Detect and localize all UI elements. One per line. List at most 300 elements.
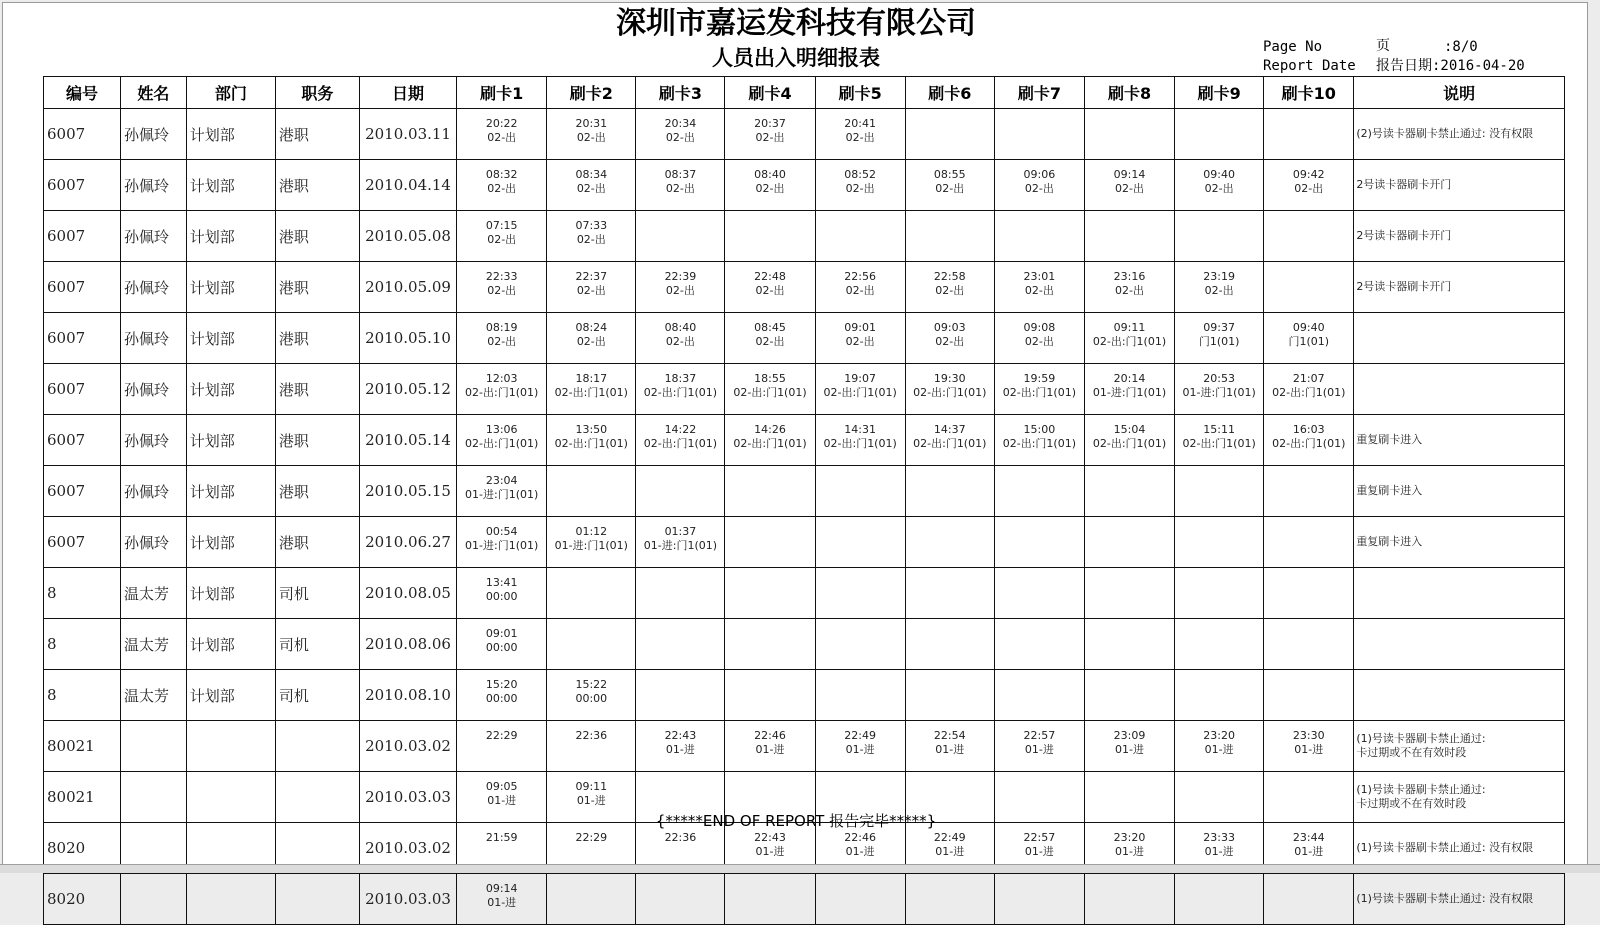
cell-swipe-8: [1084, 874, 1174, 925]
swipe-time: 12:03: [485, 372, 518, 385]
swipe-direction: 01-进: [755, 845, 785, 858]
swipe-time: 09:40: [1292, 321, 1325, 334]
swipe-time: 22:29: [575, 831, 608, 844]
swipe-direction: 02-出: [1294, 182, 1324, 195]
cell-title: 港职: [275, 160, 359, 211]
cell-dept: 计划部: [186, 619, 275, 670]
cell-swipe-7: [994, 109, 1084, 160]
cell-name: 孙佩玲: [120, 517, 186, 568]
page-no-label: Page No: [1263, 39, 1323, 55]
cell-name: 孙佩玲: [120, 415, 186, 466]
swipe-time: 21:07: [1292, 372, 1325, 385]
swipe-time: 21:59: [485, 831, 518, 844]
swipe-time: 22:46: [844, 831, 876, 844]
cell-swipe-5: [815, 364, 905, 415]
swipe-direction: 02-出: [845, 284, 875, 297]
table-body: [44, 109, 1565, 925]
swipe-direction: 02-出:门1(01): [1092, 437, 1167, 450]
report-page: [2, 2, 1588, 909]
swipe-direction: 02-出: [487, 233, 517, 246]
cell-note: [1354, 619, 1565, 670]
cell-note: [1354, 313, 1565, 364]
cell-swipe-7: [994, 466, 1084, 517]
swipe-time: 07:15: [485, 219, 518, 232]
cell-swipe-3: [636, 619, 725, 670]
swipe-direction: 02-出:门1(01): [733, 437, 807, 450]
swipe-time: 20:34: [664, 117, 697, 130]
cell-dept: 计划部: [186, 109, 275, 160]
swipe-time: 19:30: [933, 372, 966, 385]
cell-swipe-8: [1084, 364, 1174, 415]
swipe-direction: 02-出: [755, 335, 785, 348]
end-of-report: {*****END OF REPORT 报告完毕*****}: [655, 812, 937, 830]
swipe-direction: 02-出:门1(01): [913, 386, 987, 399]
cell-date: 2010.03.02: [359, 823, 456, 874]
cell-swipe-1: [457, 313, 547, 364]
cell-swipe-3: [636, 364, 725, 415]
swipe-direction: 01-进:门1(01): [465, 539, 539, 552]
cell-date: 2010.03.02: [359, 721, 456, 772]
swipe-direction: [457, 845, 546, 859]
swipe-time: 20:41: [844, 117, 876, 130]
cell-swipe-3: [636, 466, 725, 517]
note-line: 2号读卡器刷卡开门: [1356, 178, 1452, 191]
cell-swipe-1: [457, 568, 547, 619]
column-header: 刷卡1: [457, 77, 547, 109]
cell-swipe-6: [905, 721, 994, 772]
column-header: 职务: [275, 77, 359, 109]
cell-swipe-4: [725, 568, 815, 619]
cell-swipe-9: [1175, 364, 1264, 415]
cell-swipe-1: [457, 364, 547, 415]
cell-id: 6007: [44, 211, 121, 262]
swipe-direction: 02-出:门1(01): [465, 386, 539, 399]
cell-swipe-8: [1084, 160, 1174, 211]
cell-swipe-2: [547, 517, 636, 568]
swipe-time: 13:41: [485, 576, 518, 589]
cell-dept: 计划部: [186, 670, 275, 721]
header-row: [44, 77, 1565, 109]
swipe-time: 20:53: [1203, 372, 1235, 385]
swipe-time: 13:06: [485, 423, 518, 436]
cell-swipe-2: [547, 109, 636, 160]
swipe-direction: 02-出: [1204, 284, 1234, 297]
cell-swipe-1: [457, 874, 547, 925]
swipe-direction: 02-出:门1(01): [1002, 437, 1077, 450]
cell-dept: 计划部: [186, 313, 275, 364]
swipe-time: 23:04: [485, 474, 518, 487]
cell-swipe-9: [1175, 619, 1264, 670]
swipe-direction: 01-进:门1(01): [1092, 386, 1167, 399]
table-row: [44, 109, 1565, 160]
swipe-direction: 02-出: [935, 284, 965, 297]
swipe-time: 14:37: [933, 423, 966, 436]
cell-swipe-3: [636, 568, 725, 619]
cell-swipe-7: [994, 670, 1084, 721]
note-line: 2号读卡器刷卡开门: [1356, 229, 1452, 242]
cell-swipe-1: [457, 109, 547, 160]
cell-title: 港职: [275, 415, 359, 466]
cell-swipe-9: [1175, 517, 1264, 568]
cell-note: [1354, 109, 1565, 160]
column-header: 说明: [1354, 77, 1565, 109]
swipe-direction: 02-出: [665, 131, 695, 144]
swipe-direction: 01-进: [1115, 845, 1144, 858]
cell-swipe-3: [636, 109, 725, 160]
cell-swipe-10: [1264, 109, 1354, 160]
cell-date: 2010.08.06: [359, 619, 456, 670]
cell-swipe-5: [815, 211, 905, 262]
cell-swipe-1: [457, 415, 547, 466]
cell-swipe-5: [815, 262, 905, 313]
swipe-direction: 02-出:门1(01): [554, 386, 628, 399]
cell-swipe-3: [636, 160, 725, 211]
note-line: 重复刷卡进入: [1356, 535, 1423, 548]
cell-date: 2010.05.09: [359, 262, 456, 313]
cell-name: 温太芳: [120, 670, 186, 721]
swipe-direction: 01-进: [845, 845, 875, 858]
cell-swipe-5: [815, 568, 905, 619]
cell-swipe-7: [994, 415, 1084, 466]
swipe-time: 09:37: [1203, 321, 1235, 334]
swipe-direction: 02-出: [576, 335, 606, 348]
cell-title: [275, 721, 359, 772]
cell-swipe-2: [547, 466, 636, 517]
cell-swipe-10: [1264, 670, 1354, 721]
swipe-time: 01:12: [575, 525, 608, 538]
cell-name: 孙佩玲: [120, 160, 186, 211]
swipe-time: 09:05: [485, 780, 518, 793]
cell-swipe-10: [1264, 721, 1354, 772]
column-header: 刷卡7: [994, 77, 1084, 109]
swipe-direction: 02-出:门1(01): [643, 386, 718, 399]
swipe-time: 20:37: [754, 117, 786, 130]
cell-date: 2010.05.12: [359, 364, 456, 415]
swipe-time: 22:43: [664, 729, 697, 742]
cell-swipe-3: [636, 874, 725, 925]
swipe-direction: 02-出: [576, 233, 606, 246]
cell-swipe-9: [1175, 568, 1264, 619]
report-title: 人员出入明细报表: [712, 46, 880, 70]
swipe-time: 22:33: [485, 270, 518, 283]
cell-swipe-1: [457, 466, 547, 517]
cell-swipe-1: [457, 670, 547, 721]
note-line: (1)号读卡器刷卡禁止通过:: [1356, 783, 1486, 796]
swipe-direction: 01-进: [1024, 743, 1054, 756]
cell-swipe-8: [1084, 721, 1174, 772]
cell-swipe-7: [994, 364, 1084, 415]
note-line: 卡过期或不在有效时段: [1356, 797, 1467, 810]
cell-swipe-9: [1175, 721, 1264, 772]
cell-dept: [186, 721, 275, 772]
cell-id: 6007: [44, 109, 121, 160]
swipe-time: 22:39: [664, 270, 697, 283]
cell-name: 孙佩玲: [120, 262, 186, 313]
table-header: [44, 77, 1565, 109]
table-row: [44, 262, 1565, 313]
swipe-direction: 01-进:门1(01): [643, 539, 718, 552]
cell-swipe-6: [905, 568, 994, 619]
table-row: [44, 619, 1565, 670]
swipe-direction: 01-进: [665, 743, 695, 756]
cell-dept: 计划部: [186, 415, 275, 466]
cell-swipe-2: [547, 313, 636, 364]
cell-dept: 计划部: [186, 364, 275, 415]
swipe-time: 18:55: [754, 372, 786, 385]
cell-swipe-8: [1084, 619, 1174, 670]
swipe-direction: 02-出:门1(01): [1182, 437, 1256, 450]
report-date-value: 报告日期:2016-04-20: [1376, 58, 1525, 74]
cell-swipe-8: [1084, 517, 1174, 568]
cell-swipe-5: [815, 670, 905, 721]
cell-swipe-2: [547, 160, 636, 211]
swipe-time: 19:59: [1023, 372, 1056, 385]
cell-swipe-5: [815, 619, 905, 670]
cell-swipe-4: [725, 721, 815, 772]
swipe-direction: 01-进: [935, 845, 965, 858]
swipe-time: 18:17: [575, 372, 608, 385]
cell-swipe-4: [725, 160, 815, 211]
cell-dept: 计划部: [186, 211, 275, 262]
cell-swipe-2: [547, 262, 636, 313]
cell-swipe-8: [1084, 262, 1174, 313]
swipe-direction: 01-进: [576, 794, 606, 807]
cell-swipe-6: [905, 517, 994, 568]
cell-note: [1354, 262, 1565, 313]
cell-note: [1354, 364, 1565, 415]
cell-note: [1354, 517, 1565, 568]
swipe-time: 08:32: [485, 168, 518, 181]
cell-swipe-1: [457, 262, 547, 313]
swipe-time: 09:06: [1023, 168, 1056, 181]
cell-swipe-8: [1084, 670, 1174, 721]
cell-swipe-8: [1084, 568, 1174, 619]
swipe-time: 23:16: [1113, 270, 1146, 283]
cell-swipe-5: [815, 313, 905, 364]
swipe-time: 14:22: [664, 423, 697, 436]
swipe-time: 08:34: [575, 168, 608, 181]
cell-swipe-7: [994, 211, 1084, 262]
swipe-time: 23:09: [1113, 729, 1146, 742]
column-header: 刷卡4: [725, 77, 815, 109]
cell-swipe-7: [994, 262, 1084, 313]
cell-swipe-1: [457, 160, 547, 211]
cell-swipe-2: [547, 874, 636, 925]
cell-swipe-6: [905, 874, 994, 925]
swipe-direction: 02-出:门1(01): [1272, 386, 1346, 399]
cell-swipe-2: [547, 415, 636, 466]
cell-swipe-10: [1264, 262, 1354, 313]
swipe-direction: 00:00: [575, 692, 608, 705]
cell-swipe-10: [1264, 874, 1354, 925]
cell-swipe-6: [905, 415, 994, 466]
swipe-direction: 02-出: [755, 284, 785, 297]
swipe-time: 15:04: [1113, 423, 1146, 436]
swipe-direction: 02-出:门1(01): [1092, 335, 1167, 348]
cell-swipe-1: [457, 721, 547, 772]
swipe-direction: 01-进: [1294, 743, 1324, 756]
cell-title: 港职: [275, 364, 359, 415]
note-line: (1)号读卡器刷卡禁止通过: 没有权限: [1356, 892, 1534, 905]
cell-swipe-10: [1264, 619, 1354, 670]
swipe-direction: 02-出: [935, 182, 965, 195]
cell-swipe-8: [1084, 415, 1174, 466]
cell-note: [1354, 466, 1565, 517]
swipe-time: 07:33: [575, 219, 608, 232]
cell-swipe-3: [636, 670, 725, 721]
swipe-time: 13:50: [575, 423, 608, 436]
cell-swipe-2: [547, 364, 636, 415]
swipe-direction: 01-进:门1(01): [1182, 386, 1256, 399]
cell-name: 孙佩玲: [120, 466, 186, 517]
window-bottom-edge: [0, 864, 1600, 873]
cell-name: 孙佩玲: [120, 313, 186, 364]
swipe-direction: 02-出: [1204, 182, 1234, 195]
cell-dept: 计划部: [186, 160, 275, 211]
cell-id: 6007: [44, 466, 121, 517]
cell-swipe-7: [994, 874, 1084, 925]
swipe-direction: 00:00: [485, 641, 518, 654]
swipe-direction: 02-出:门1(01): [913, 437, 987, 450]
cell-date: 2010.05.10: [359, 313, 456, 364]
cell-title: 港职: [275, 109, 359, 160]
cell-swipe-1: [457, 517, 547, 568]
cell-id: 8: [44, 568, 121, 619]
column-header: 编号: [44, 77, 121, 109]
swipe-direction: 01-进: [1024, 845, 1054, 858]
page-no-cn-label: 页: [1376, 38, 1390, 54]
swipe-time: 23:19: [1203, 270, 1235, 283]
swipe-time: 23:30: [1292, 729, 1325, 742]
cell-swipe-6: [905, 262, 994, 313]
swipe-time: 22:56: [844, 270, 876, 283]
cell-swipe-2: [547, 211, 636, 262]
cell-swipe-1: [457, 619, 547, 670]
table-row: [44, 466, 1565, 517]
table-row: [44, 364, 1565, 415]
swipe-time: 22:57: [1023, 831, 1056, 844]
cell-date: 2010.05.15: [359, 466, 456, 517]
cell-swipe-6: [905, 211, 994, 262]
cell-swipe-9: [1175, 262, 1264, 313]
swipe-direction: [547, 743, 635, 757]
cell-swipe-6: [905, 160, 994, 211]
swipe-time: 22:37: [575, 270, 608, 283]
column-header: 刷卡10: [1264, 77, 1354, 109]
column-header: 刷卡8: [1084, 77, 1174, 109]
swipe-time: 22:48: [754, 270, 786, 283]
swipe-direction: 02-出:门1(01): [1002, 386, 1077, 399]
swipe-direction: 门1(01): [1288, 335, 1330, 348]
swipe-direction: 02-出: [845, 131, 875, 144]
table-row: [44, 670, 1565, 721]
table-row: [44, 721, 1565, 772]
swipe-time: 15:20: [485, 678, 518, 691]
swipe-time: 09:01: [485, 627, 518, 640]
company-title: 深圳市嘉运发科技有限公司: [616, 6, 976, 41]
cell-id: 6007: [44, 160, 121, 211]
swipe-time: 22:49: [933, 831, 966, 844]
cell-swipe-10: [1264, 211, 1354, 262]
cell-note: [1354, 568, 1565, 619]
cell-swipe-9: [1175, 415, 1264, 466]
swipe-direction: [547, 845, 635, 859]
swipe-time: 23:33: [1203, 831, 1235, 844]
swipe-direction: 02-出: [755, 131, 785, 144]
cell-swipe-9: [1175, 670, 1264, 721]
cell-swipe-4: [725, 364, 815, 415]
cell-id: 8020: [44, 874, 121, 925]
swipe-time: 22:43: [754, 831, 786, 844]
swipe-time: 08:37: [664, 168, 697, 181]
note-line: (1)号读卡器刷卡禁止通过: 没有权限: [1356, 841, 1534, 854]
swipe-direction: 01-进: [1204, 845, 1234, 858]
cell-swipe-9: [1175, 313, 1264, 364]
cell-swipe-6: [905, 619, 994, 670]
swipe-direction: 02-出: [576, 131, 606, 144]
cell-dept: 计划部: [186, 466, 275, 517]
cell-name: 孙佩玲: [120, 364, 186, 415]
cell-swipe-7: [994, 619, 1084, 670]
cell-id: 8: [44, 619, 121, 670]
cell-swipe-10: [1264, 364, 1354, 415]
cell-swipe-6: [905, 109, 994, 160]
swipe-direction: 00:00: [485, 590, 518, 603]
cell-swipe-10: [1264, 466, 1354, 517]
note-line: 卡过期或不在有效时段: [1356, 746, 1467, 759]
table-row: [44, 517, 1565, 568]
swipe-direction: 02-出:门1(01): [733, 386, 807, 399]
cell-swipe-5: [815, 517, 905, 568]
swipe-direction: 02-出:门1(01): [643, 437, 718, 450]
page-no-value: :8/0: [1444, 39, 1478, 55]
cell-swipe-7: [994, 517, 1084, 568]
swipe-direction: 02-出:门1(01): [823, 437, 897, 450]
cell-swipe-3: [636, 721, 725, 772]
swipe-time: 23:44: [1292, 831, 1325, 844]
swipe-time: 09:42: [1292, 168, 1325, 181]
swipe-direction: 02-出: [935, 335, 965, 348]
column-header: 刷卡2: [547, 77, 636, 109]
swipe-time: 08:55: [933, 168, 966, 181]
cell-title: 港职: [275, 313, 359, 364]
cell-swipe-4: [725, 109, 815, 160]
cell-note: [1354, 211, 1565, 262]
swipe-time: 08:45: [754, 321, 786, 334]
cell-swipe-2: [547, 721, 636, 772]
cell-title: 港职: [275, 211, 359, 262]
cell-title: 港职: [275, 466, 359, 517]
swipe-time: 20:14: [1113, 372, 1146, 385]
cell-title: 司机: [275, 670, 359, 721]
swipe-time: 15:11: [1203, 423, 1235, 436]
note-line: (1)号读卡器刷卡禁止通过:: [1356, 732, 1486, 745]
column-header: 日期: [359, 77, 456, 109]
swipe-time: 08:52: [844, 168, 876, 181]
swipe-time: 14:26: [754, 423, 786, 436]
swipe-time: 16:03: [1292, 423, 1325, 436]
cell-name: 孙佩玲: [120, 109, 186, 160]
cell-swipe-4: [725, 211, 815, 262]
cell-swipe-3: [636, 517, 725, 568]
swipe-direction: 02-出: [1115, 182, 1144, 195]
cell-swipe-6: [905, 466, 994, 517]
column-header: 刷卡9: [1175, 77, 1264, 109]
cell-swipe-4: [725, 619, 815, 670]
swipe-direction: 02-出: [845, 182, 875, 195]
table-row: [44, 160, 1565, 211]
cell-swipe-2: [547, 670, 636, 721]
